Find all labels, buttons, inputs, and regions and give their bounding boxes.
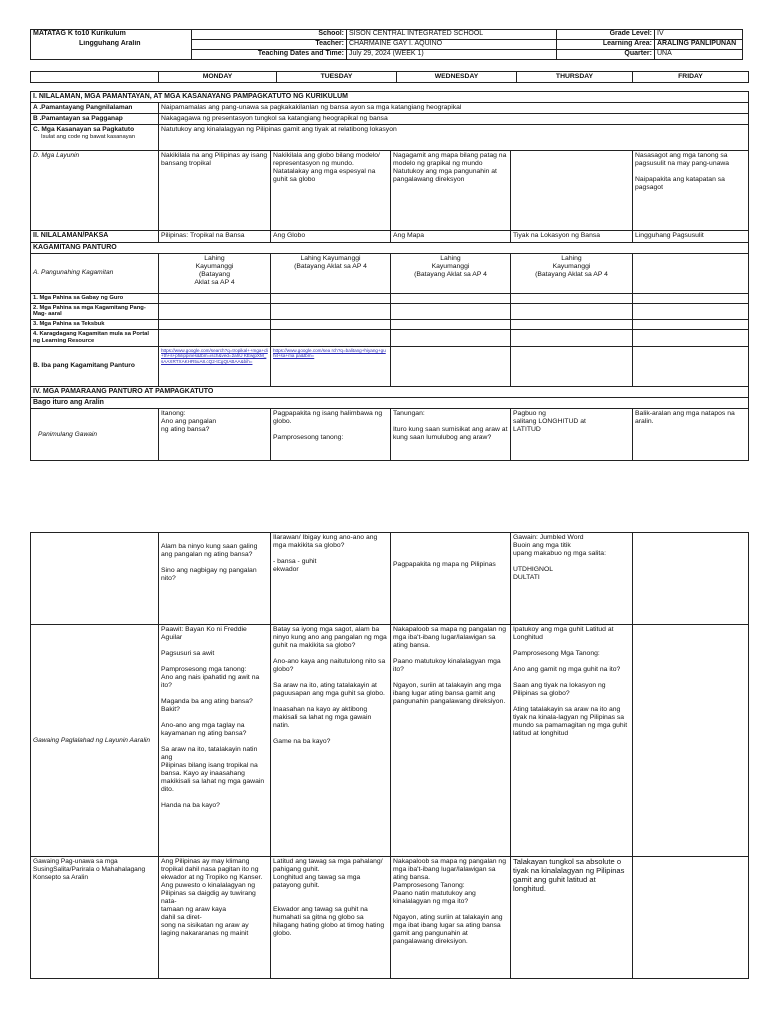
objective-presentation-tuesday: Batay sa iyong mga sagot, alam ba ninyo kung ano ang pangalan ng mga guhit na makikita sa globo? Ano-ano kaya ang naitutulong nito sa globo? Sa araw na ito, ating tatalakayin at paguusapan ang mga guhit sa globo. Inaasahan na kayo ay aktibong makisali sa lahat ng mga gawain natin. Game na ba kayo?: [271, 625, 391, 857]
day-thursday: THURSDAY: [517, 72, 633, 83]
lr-portal-fri: [633, 330, 749, 347]
intro-cont-thursday: Gawain: Jumbled Word Buoin ang mga titik upang makabuo ng mga salita: UTDHIGNOL DULTATI: [511, 533, 633, 625]
quarter-label: Quarter:: [557, 50, 655, 60]
main-materials-wednesday: Lahing Kayumanggi (Batayang Aklat sa AP 4: [391, 253, 511, 293]
competencies-sublabel: Isulat ang code ng bawat kasanayan: [41, 134, 136, 141]
objectives-wednesday: Nagagamit ang mapa bilang patag na modelo ng grapikal ng mundo Natutukoy ang mga pangunahin at pangalawang direksyon: [391, 151, 511, 231]
guide-pages-label: 1. Mga Pahina sa Gabay ng Guro: [31, 293, 159, 303]
objective-presentation-monday: Paawit: Bayan Ko ni Freddie Aguilar Pagsusuri sa awit Pamprosesong mga tanong: Ano ang nais ipahatid ng awit na ito? Maganda ba ang ating bansa? Bakit? Ano-ano ang mga taglay na kayamanan ng ating bansa? Sa araw na ito, tatalakayin natin ang Pilipinas bilang isang tropikal na bansa. Kayo ay inaasahang makikisali sa lahat ng mga gawain dito. Handa na ba kayo?: [159, 625, 271, 857]
textbook-pages-thu: [511, 320, 633, 330]
lesson-table-page2: [30, 532, 749, 979]
key-concepts-wednesday: Nakapaloob sa mapa ng pangalan ng mga iba't-ibang lugar/lalawigan sa ating bansa. Pamprosesong Tanong: Paano natin matutukoy ang kinalalagyan ng mga ito? Ngayon, ating suriin at talakayin ang mga ibat ibang lugar sa ating bansa gamit ang pangunahin at pangalawang direksiyon.: [391, 857, 511, 979]
lr-portal-wed: [391, 330, 511, 347]
grade-level-value: IV: [655, 30, 743, 40]
lr-portal-label: 4. Karagdagang Kagamitan mula sa Portal ng Learning Resource: [31, 330, 159, 347]
plan-type-label: Lingguhang Aralin: [31, 40, 192, 50]
day-monday: MONDAY: [159, 72, 277, 83]
intro-cont-wednesday: Pagpapakita ng mapa ng Pilipinas: [391, 533, 511, 625]
objectives-friday: Nasasagot ang mga tanong sa pagsusulit na may pang-unawa Naipapakita ang katapatan sa pagsagot: [633, 151, 749, 231]
topic-wednesday: Ang Mapa: [391, 231, 511, 242]
lr-portal-mon: [159, 330, 271, 347]
day-wednesday: WEDNESDAY: [397, 72, 517, 83]
section4-title: IV. MGA PAMARAANG PANTURO AT PAMPAGKATUTO: [31, 386, 749, 397]
guide-pages-mon: [159, 293, 271, 303]
learner-pages-thu: [511, 303, 633, 320]
learner-pages-fri: [633, 303, 749, 320]
teacher-label: Teacher:: [192, 40, 347, 50]
lr-portal-thu: [511, 330, 633, 347]
learner-pages-mon: [159, 303, 271, 320]
dates-label: Teaching Dates and Time:: [192, 50, 347, 60]
learner-pages-tue: [271, 303, 391, 320]
main-materials-label: A. Pangunahing Kagamitan: [31, 253, 159, 293]
school-label: School:: [192, 30, 347, 40]
textbook-pages-fri: [633, 320, 749, 330]
content-standard-value: Naipamamalas ang pang-unawa sa pagkakakilanlan ng bansa ayon sa mga katangiang heograpikal: [159, 103, 749, 114]
dates-value: July 29, 2024 (WEEK 1): [347, 50, 557, 60]
day-friday: FRIDAY: [633, 72, 749, 83]
intro-cont-friday: [633, 533, 749, 625]
learner-pages-label: 2. Mga Pahina sa mga Kagamitang Pang- Mag- aaral: [31, 303, 159, 320]
intro-activity-label: Panimulang Gawain: [31, 409, 159, 461]
teacher-value: CHARMAINE GAY I. AQUINO: [347, 40, 557, 50]
textbook-pages-label: 3. Mga Pahina sa Teksbuk: [31, 320, 159, 330]
key-concepts-label: Gawaing Pag-unawa sa mga SusingSalita/Parirala o Mahahalagang Konsepto sa Aralin: [31, 857, 159, 979]
performance-standard-value: Nakagagawa ng presentasyon tungkol sa katangiang heograpikal ng bansa: [159, 114, 749, 125]
quarter-value: UNA: [655, 50, 743, 60]
guide-pages-fri: [633, 293, 749, 303]
objective-presentation-label: Gawaing Paglalahad ng Layunin Aaralin: [31, 625, 159, 857]
section1-title: I. NILALAMAN, MGA PAMANTAYAN, AT MGA KASANAYANG PAMPAGKATUTO NG KURIKULUM: [31, 92, 749, 103]
other-materials-label: B. Iba pang Kagamitang Panturo: [31, 346, 159, 386]
intro-cont-label: [31, 533, 159, 625]
objectives-tuesday: Nakikilala ang globo bilang modelo/ representasyon ng mundo. Natatalakay ang mga espesyal na guhit sa globo: [271, 151, 391, 231]
days-table: [30, 71, 749, 83]
learning-area-label: Learning Area:: [557, 40, 655, 50]
textbook-pages-wed: [391, 320, 511, 330]
header-blank: [31, 50, 192, 60]
other-materials-link-monday[interactable]: https://www.google.com/search?q=tropikal++mga+di+th+s+philippines&tbm=isch&ved=2ahU KEwjpXM_sAAXRTXAKHR5uA8.cQ2-tCgQIABAA&bih=: [159, 346, 271, 386]
other-materials-wednesday: [391, 346, 511, 386]
grade-level-label: Grade Level:: [557, 30, 655, 40]
objectives-monday: Nakikilala na ang Pilipinas ay isang bansang tropikal: [159, 151, 271, 231]
section3-title: KAGAMITANG PANTURO: [31, 242, 749, 253]
days-blank: [31, 72, 159, 83]
content-standard-label: A .Pamantayang Pangnilalaman: [31, 103, 159, 114]
topic-thursday: Tiyak na Lokasyon ng Bansa: [511, 231, 633, 242]
intro-cont-tuesday: Ilarawan/ Ibigay kung ano-ano ang mga makikita sa globo? - bansa - guhit ekwador: [271, 533, 391, 625]
learner-pages-wed: [391, 303, 511, 320]
main-materials-thursday: Lahing Kayumanggi (Batayang Aklat sa AP 4: [511, 253, 633, 293]
topic-monday: Pilipinas: Tropikal na Bansa: [159, 231, 271, 242]
main-materials-monday: Lahing Kayumanggi (Batayang Aklat sa AP 4: [159, 253, 271, 293]
guide-pages-tue: [271, 293, 391, 303]
key-concepts-thursday: Talakayan tungkol sa absolute o tiyak na kinalalagyan ng Pilipinas gamit ang guhit latitud at longhitud.: [511, 857, 633, 979]
main-materials-tuesday: Lahing Kayumanggi (Batayang Aklat sa AP 4: [271, 253, 391, 293]
lr-portal-tue: [271, 330, 391, 347]
learning-area-value: ARALING PANLIPUNAN: [655, 40, 743, 50]
objective-presentation-friday: [633, 625, 749, 857]
objective-presentation-thursday: Ipatukoy ang mga guhit Latitud at Longhitud Pamprosesong Mga Tanong: Ano ang gamit ng mga guhit na ito? Saan ang tiyak na lokasyon ng Pilipinas sa globo? Ating tatalakayin sa araw na ito ang tiyak na kinala-lagyan ng Pilipinas sa mundo sa pamamagitan ng mga guhit latitud at longhitud: [511, 625, 633, 857]
intro-activity-friday: Balik-aralan ang mga natapos na aralin.: [633, 409, 749, 461]
guide-pages-thu: [511, 293, 633, 303]
intro-activity-thursday: Pagbuo ng salitang LONGHITUD at LATITUD: [511, 409, 633, 461]
competencies-cell: [31, 125, 159, 151]
intro-cont-monday: Alam ba ninyo kung saan galing ang pangalan ng ating bansa? Sino ang nagbigay ng pangalan nito?: [159, 533, 271, 625]
competencies-label: C. Mga Kasanayan sa Pagkatuto: [33, 126, 135, 134]
key-concepts-monday: Ang Pilipinas ay may klimang tropikal dahil nasa pagitan ito ng ekwador at ng Tropiko ng Kanser. Ang puwesto o kinalalagyan ng Pilipinas sa daigdig ay tuwirang nata- tamaan ng araw kaya dahil sa diret- song na sisikatan ng araw ay laging nakararanas ng mainit: [159, 857, 271, 979]
other-materials-friday: [633, 346, 749, 386]
school-value: SISON CENTRAL INTEGRATED SCHOOL: [347, 30, 557, 40]
section2-title: II. NILALAMAN/PAKSA: [31, 231, 159, 242]
day-tuesday: TUESDAY: [277, 72, 397, 83]
textbook-pages-mon: [159, 320, 271, 330]
intro-activity-tuesday: Pagpapakita ng isang halimbawa ng globo. Pamprosesong tanong:: [271, 409, 391, 461]
objective-presentation-wednesday: Nakapaloob sa mapa ng pangalan ng mga iba't-ibang lugar/lalawigan sa ating bansa. Paano matutukoy kinalalagyan mga ito? Ngayon, suriin at talakayin ang mga ibang lugar ating bansa gamit ang pangunahin pangalawang direksiyon.: [391, 625, 511, 857]
other-materials-thursday: [511, 346, 633, 386]
header-table: [30, 29, 743, 60]
intro-activity-monday: Itanong: Ano ang pangalan ng ating bansa?: [159, 409, 271, 461]
curriculum-label: MATATAG K to10 Kurikulum: [31, 30, 192, 40]
other-materials-link-tuesday[interactable]: https://www.google.com/sea rch?q=balitang+hiyang+guhit+sa+ma pa&tbm=: [271, 346, 391, 386]
topic-friday: Lingguhang Pagsusulit: [633, 231, 749, 242]
textbook-pages-tue: [271, 320, 391, 330]
key-concepts-friday: [633, 857, 749, 979]
main-materials-friday: [633, 253, 749, 293]
intro-activity-wednesday: Tanungan: Ituro kung saan sumisikat ang araw at kung saan lumulubog ang araw?: [391, 409, 511, 461]
objectives-label: D. Mga Layunin: [31, 151, 159, 231]
lesson-table-page1: [30, 91, 749, 461]
competencies-value: Natutukoy ang kinalalagyan ng Pilipinas gamit ang tiyak at relatibong lokasyon: [159, 125, 749, 151]
guide-pages-wed: [391, 293, 511, 303]
performance-standard-label: B .Pamantayan sa Pagganap: [31, 114, 159, 125]
section4-subtitle: Bago ituro ang Aralin: [31, 398, 749, 409]
key-concepts-tuesday: Latitud ang tawag sa mga pahalang/ pahigang guhit. Longhitud ang tawag sa mga patayong guhit. Ekwador ang tawag sa guhit na humahati sa gitna ng globo sa hilagang hating globo at timog hating globo.: [271, 857, 391, 979]
objectives-thursday: [511, 151, 633, 231]
topic-tuesday: Ang Globo: [271, 231, 391, 242]
